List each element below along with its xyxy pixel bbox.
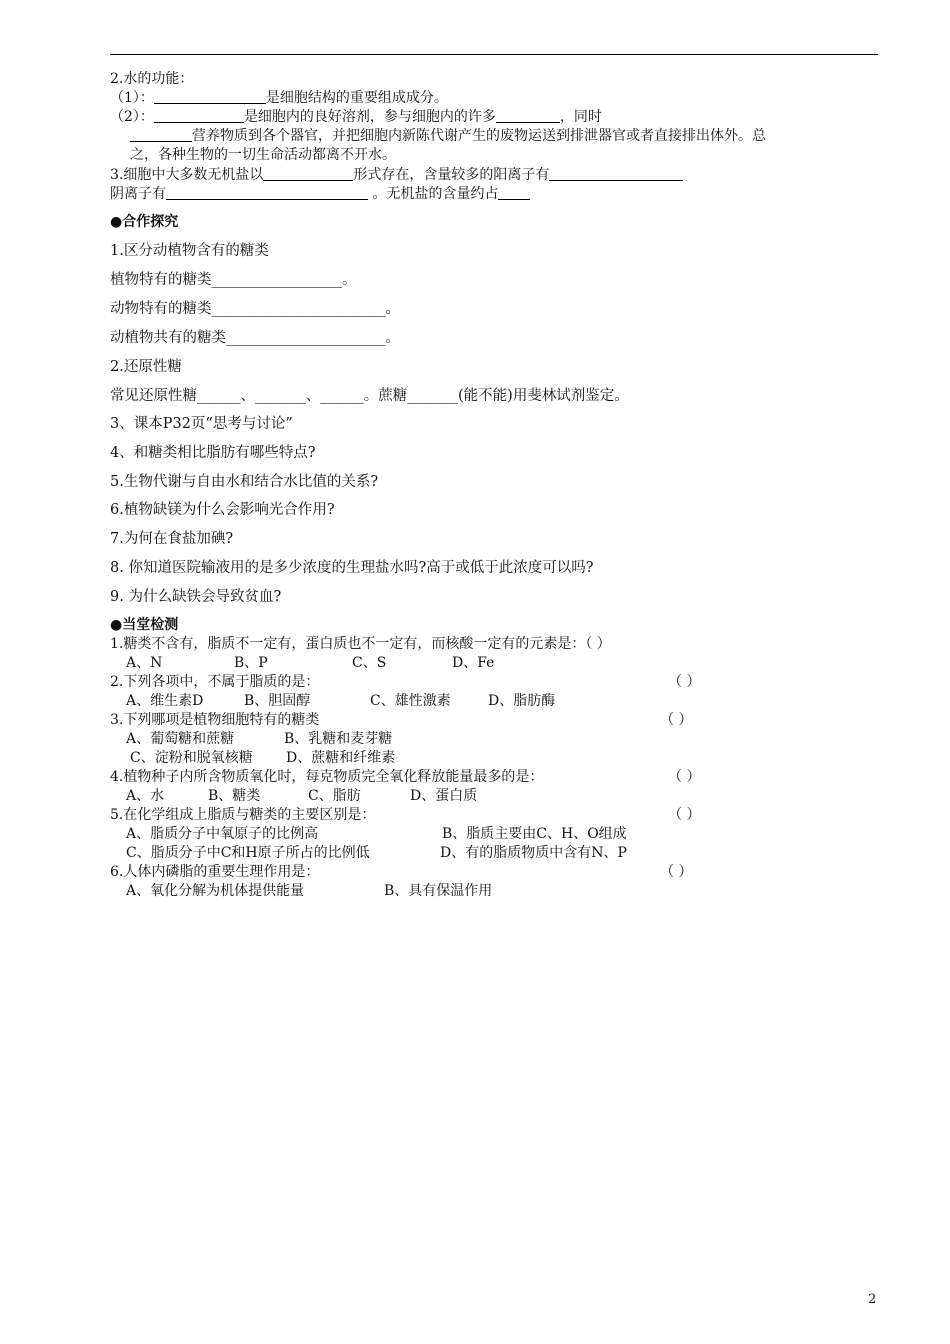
s2-q6-options xyxy=(126,882,492,900)
water-point-2-line-2 xyxy=(130,127,766,145)
fill-blank xyxy=(263,166,353,181)
s2-q2-answer-paren: （ ） xyxy=(668,674,701,690)
s2-q2-options xyxy=(126,692,555,710)
water-p2-mid: 是细胞内的良好溶剂，参与细胞内的许多 xyxy=(243,109,496,125)
water-point-2 xyxy=(110,108,602,126)
s2-q1-options xyxy=(126,654,494,672)
s1-q1b-blank: ________________________ xyxy=(211,301,386,317)
water-point-2-line-3: 之，各种生物的一切生命活动都离不开水。 xyxy=(130,147,396,163)
s1-question-1b xyxy=(110,300,400,318)
s2-question-4: 4.植物种子内所含物质氧化时，每克物质完全氧化释放能量最多的是： xyxy=(110,769,544,785)
s1-question-1c xyxy=(110,329,400,347)
s2-q3-options-row-2 xyxy=(130,749,395,767)
salt-l2-b: 。无机盐的含量约占 xyxy=(372,186,499,202)
water-title: 2.水的功能： xyxy=(110,71,194,87)
option-b: B、具有保温作用 xyxy=(384,883,493,899)
s1-q1c-label: 动植物共有的糖类 xyxy=(110,330,226,346)
option-c: C、S xyxy=(352,655,387,671)
fill-blank xyxy=(496,108,560,123)
header-rule xyxy=(110,54,878,55)
fill-blank xyxy=(154,108,244,123)
s1-q1a-end: 。 xyxy=(342,272,357,288)
salt-line-1 xyxy=(110,166,683,184)
option-d: D、蛋白质 xyxy=(410,788,478,804)
fill-blank xyxy=(130,127,192,142)
fill-blank xyxy=(154,89,266,104)
s2-q5-options-row-2 xyxy=(126,844,627,862)
water-p1-suffix: 是细胞结构的重要组成成分。 xyxy=(265,90,448,106)
s1-q1a-blank: __________________ xyxy=(211,272,342,288)
fill-blank xyxy=(549,166,683,181)
option-c: C、脂质分子中C和H原子所占的比例低 xyxy=(126,845,370,861)
s2-question-1: 1.糖类不含有，脂质不一定有，蛋白质也不一定有，而核酸一定有的元素是：（ ） xyxy=(110,636,611,652)
s1-question-2-line: 常见还原性糖______、_______、______。蔗糖_______(能不能)用斐林试剂鉴定。 xyxy=(110,388,629,404)
option-d: D、蔗糖和纤维素 xyxy=(286,750,396,766)
s1-question-1: 1.区分动植物含有的糖类 xyxy=(110,243,269,259)
s1-q1c-end: 。 xyxy=(385,330,400,346)
s1-question-1a xyxy=(110,271,357,289)
s2-q3-options-row-1 xyxy=(126,730,392,748)
option-b: B、脂质主要由C、H、O组成 xyxy=(442,826,627,842)
option-b: B、P xyxy=(234,655,268,671)
s1-question-4: 4、和糖类相比脂肪有哪些特点? xyxy=(110,445,316,461)
water-p2-prefix: （2）： xyxy=(110,109,154,125)
option-d: D、Fe xyxy=(452,655,495,671)
s2-q4-options xyxy=(126,787,477,805)
salt-l1-b: 形式存在，含量较多的阳离子有 xyxy=(353,167,550,183)
section-heading-cooperative: ●合作探究 xyxy=(110,214,179,230)
page-number: 2 xyxy=(868,1292,877,1307)
water-point-1 xyxy=(110,89,448,107)
s2-q5-options-row-1 xyxy=(126,825,627,843)
water-p2-end: ，同时 xyxy=(559,109,602,125)
s1-q1a-label: 植物特有的糖类 xyxy=(110,272,212,288)
s1-q1b-end: 。 xyxy=(385,301,400,317)
s2-question-3: 3.下列哪项是植物细胞特有的糖类 xyxy=(110,712,320,728)
s2-question-2: 2.下列各项中，不属于脂质的是： xyxy=(110,674,320,690)
option-b: B、糖类 xyxy=(208,788,261,804)
option-b: B、乳糖和麦芽糖 xyxy=(284,731,393,747)
option-a: A、脂质分子中氧原子的比例高 xyxy=(126,826,319,842)
option-c: C、雄性激素 xyxy=(370,693,451,709)
water-p2-line2-text: 营养物质到各个器官，并把细胞内新陈代谢产生的废物运送到排泄器官或者直接排出体外。总 xyxy=(192,128,766,144)
fill-blank xyxy=(166,185,368,200)
water-p1-prefix: （1）： xyxy=(110,90,154,106)
fill-blank xyxy=(498,185,530,200)
section-heading-test: ●当堂检测 xyxy=(110,617,179,633)
option-a: A、葡萄糖和蔗糖 xyxy=(126,731,235,747)
s2-question-5: 5.在化学组成上脂质与糖类的主要区别是： xyxy=(110,807,376,823)
option-a: A、N xyxy=(126,655,163,671)
s1-q1c-blank: ______________________ xyxy=(226,330,386,346)
s2-q6-answer-paren: （ ） xyxy=(660,864,693,880)
option-a: A、水 xyxy=(126,788,165,804)
option-c: C、淀粉和脱氧核糖 xyxy=(130,750,253,766)
s2-q5-answer-paren: （ ） xyxy=(668,807,701,823)
option-d: D、脂肪酶 xyxy=(488,693,556,709)
s1-q1b-label: 动物特有的糖类 xyxy=(110,301,212,317)
option-d: D、有的脂质物质中含有N、P xyxy=(440,845,627,861)
salt-line-2 xyxy=(110,185,530,203)
s1-question-6: 6.植物缺镁为什么会影响光合作用? xyxy=(110,502,335,518)
option-c: C、脂肪 xyxy=(308,788,361,804)
s1-question-2: 2.还原性糖 xyxy=(110,359,182,375)
s2-q4-answer-paren: （ ） xyxy=(668,769,701,785)
s1-question-9: 9. 为什么缺铁会导致贫血? xyxy=(110,589,282,605)
s2-q3-answer-paren: （ ） xyxy=(660,712,693,728)
option-a: A、维生素D xyxy=(126,693,204,709)
option-a: A、氧化分解为机体提供能量 xyxy=(126,883,305,899)
salt-l1-a: 3.细胞中大多数无机盐以 xyxy=(110,167,264,183)
s2-question-6: 6.人体内磷脂的重要生理作用是： xyxy=(110,864,320,880)
s1-question-5: 5.生物代谢与自由水和结合水比值的关系? xyxy=(110,474,379,490)
s1-question-3: 3、课本P32页“思考与讨论” xyxy=(110,416,293,432)
option-b: B、胆固醇 xyxy=(244,693,311,709)
salt-l2-a: 阴离子有 xyxy=(110,186,166,202)
s1-question-8: 8. 你知道医院输液用的是多少浓度的生理盐水吗?高于或低于此浓度可以吗? xyxy=(110,560,594,576)
s1-question-7: 7.为何在食盐加碘? xyxy=(110,531,234,547)
